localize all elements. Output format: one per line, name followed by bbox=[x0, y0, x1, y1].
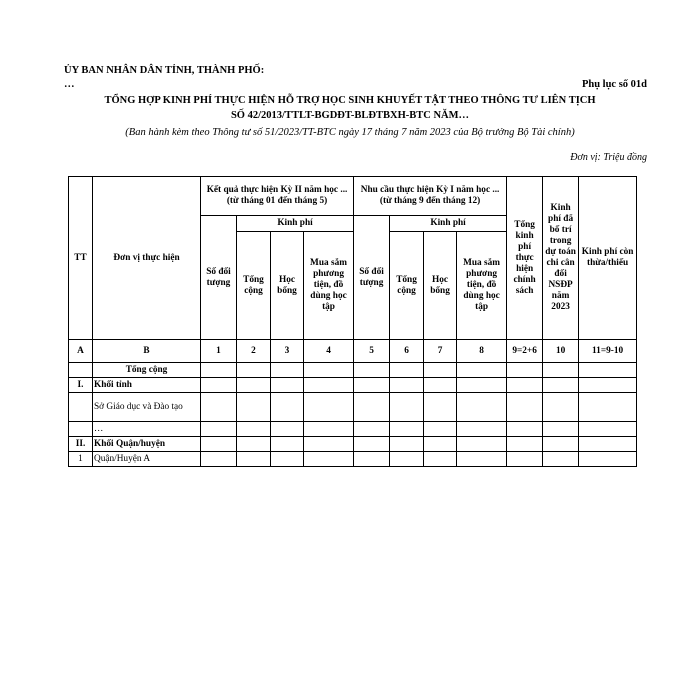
organization-line: ỦY BAN NHÂN DÂN TỈNH, THÀNH PHỐ: bbox=[64, 65, 265, 76]
document-subtitle: (Ban hành kèm theo Thông tư số 51/2023/TT-BTC ngày 17 tháng 7 năm 2023 của Bộ trưởng Bộ Tài chính) bbox=[125, 127, 575, 138]
index-cell: 1 bbox=[201, 340, 237, 363]
index-cell: 6 bbox=[390, 340, 424, 363]
header-group-semester2: Kết quả thực hiện Kỳ II năm học ... (từ tháng 01 đến tháng 5) bbox=[201, 177, 354, 216]
column-index-row bbox=[69, 340, 637, 363]
index-cell: 9=2+6 bbox=[507, 340, 543, 363]
index-cell: 3 bbox=[271, 340, 304, 363]
row-tt: II. bbox=[69, 437, 93, 452]
document-title-line2: SỐ 42/2013/TTLT-BGDĐT-BLĐTBXH-BTC NĂM… bbox=[230, 110, 470, 121]
index-cell: 7 bbox=[424, 340, 457, 363]
header-funding-2: Kinh phí bbox=[390, 216, 507, 232]
header-allocated: Kinh phí đã bố trí trong dự toán chi cân đối NSĐP năm 2023 bbox=[543, 177, 579, 340]
row-tt: I. bbox=[69, 378, 93, 393]
header-beneficiaries-2: Số đối tượng bbox=[354, 216, 390, 340]
row-tt bbox=[69, 363, 93, 378]
table-row bbox=[69, 363, 637, 378]
header-group-semester1: Nhu cầu thực hiện Kỳ I năm học ... (từ tháng 9 đến tháng 12) bbox=[354, 177, 507, 216]
index-cell: 10 bbox=[543, 340, 579, 363]
header-total-need: Tổng kinh phí thực hiện chính sách bbox=[507, 177, 543, 340]
header-remaining: Kinh phí còn thừa/thiếu bbox=[579, 177, 637, 340]
index-cell: B bbox=[93, 340, 201, 363]
row-tt bbox=[69, 393, 93, 422]
appendix-label: Phụ lục số 01d bbox=[581, 79, 647, 90]
header-total-2: Tổng cộng bbox=[390, 232, 424, 340]
row-name: Tổng cộng bbox=[93, 363, 201, 378]
row-tt: 1 bbox=[69, 452, 93, 467]
header-tt: TT bbox=[69, 177, 93, 340]
table-row bbox=[69, 437, 637, 452]
row-tt bbox=[69, 422, 93, 437]
header-beneficiaries-1: Số đối tượng bbox=[201, 216, 237, 340]
index-cell: 2 bbox=[237, 340, 271, 363]
unit-label: Đơn vị: Triệu đồng bbox=[570, 152, 647, 163]
header-unit: Đơn vị thực hiện bbox=[93, 177, 201, 340]
index-cell: 11=9-10 bbox=[579, 340, 637, 363]
header-scholarship-1: Học bổng bbox=[271, 232, 304, 340]
header-total-1: Tổng cộng bbox=[237, 232, 271, 340]
table-row bbox=[69, 378, 637, 393]
row-name: Sở Giáo dục và Đào tạo bbox=[93, 393, 201, 422]
document-title-line1: TỔNG HỢP KINH PHÍ THỰC HIỆN HỖ TRỢ HỌC SINH KHUYẾT TẬT THEO THÔNG TƯ LIÊN TỊCH bbox=[104, 95, 596, 106]
row-name: Khối tỉnh bbox=[93, 378, 201, 393]
table-row bbox=[69, 452, 637, 467]
summary-table bbox=[68, 176, 637, 467]
index-cell: 4 bbox=[304, 340, 354, 363]
table-row bbox=[69, 393, 637, 422]
index-cell: A bbox=[69, 340, 93, 363]
row-name: Quận/Huyện A bbox=[93, 452, 201, 467]
table-row bbox=[69, 422, 637, 437]
header-scholarship-2: Học bổng bbox=[424, 232, 457, 340]
index-cell: 5 bbox=[354, 340, 390, 363]
header-funding-1: Kinh phí bbox=[237, 216, 354, 232]
index-cell: 8 bbox=[457, 340, 507, 363]
organization-ellipsis: … bbox=[64, 79, 75, 90]
header-supplies-1: Mua sắm phương tiện, đồ dùng học tập bbox=[304, 232, 354, 340]
row-name: … bbox=[93, 422, 201, 437]
row-name: Khối Quận/huyện bbox=[93, 437, 201, 452]
header-supplies-2: Mua sắm phương tiện, đồ dùng học tập bbox=[457, 232, 507, 340]
